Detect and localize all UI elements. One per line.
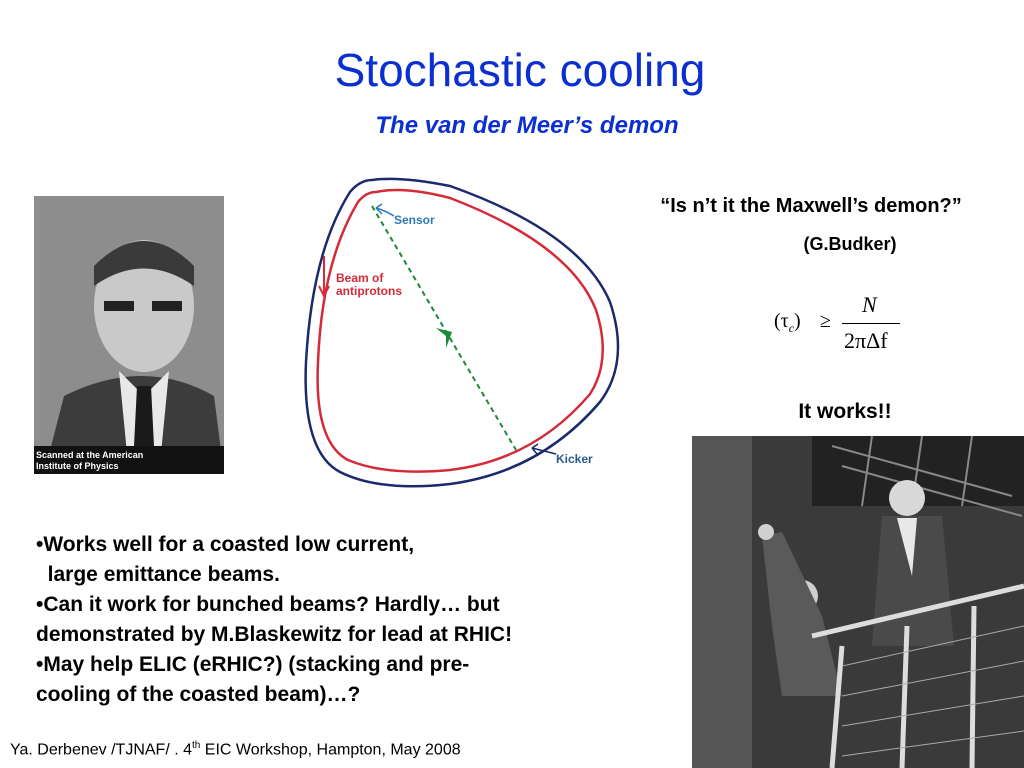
- sensor-arrow-icon: [376, 204, 394, 216]
- bullet-line: cooling of the coasted beam)…?: [36, 683, 361, 706]
- celebration-photo: [692, 436, 1024, 768]
- celebration-scene: [692, 436, 1024, 768]
- bullet-line: •Can it work for bunched beams? Hardly… but: [36, 593, 500, 616]
- it-works-caption: It works!!: [798, 400, 892, 423]
- cooling-time-formula: [770, 292, 910, 362]
- footer-credit: Ya. Derbenev /TJNAF/ . 4th EIC Workshop, Hampton, May 2008: [10, 740, 461, 759]
- fraction-bar: [842, 323, 900, 324]
- bullet-line: •Works well for a coasted low current,: [36, 533, 415, 556]
- bullet-line: •May help ELIC (eRHIC?) (stacking and pre-: [36, 653, 470, 676]
- bullet-line: demonstrated by M.Blaskewitz for lead at RHIC!: [36, 623, 513, 646]
- beam-label-line2: antiprotons: [336, 284, 402, 298]
- formula-lhs: $(\tau_c)$: [774, 310, 801, 335]
- beam-label-line1: Beam of: [336, 271, 384, 285]
- maxwell-demon-quote: “Is n’t it the Maxwell’s demon?”: [660, 195, 962, 217]
- stochastic-cooling-ring-diagram: [300, 172, 630, 502]
- kicker-label: Kicker: [556, 452, 593, 466]
- storage-ring-outline: [306, 179, 618, 486]
- portrait-silhouette: [34, 196, 224, 474]
- slide-subtitle: The van der Meer’s demon: [375, 112, 679, 139]
- bullet-list: [36, 530, 676, 710]
- formula-denominator: 2πΔf: [844, 328, 888, 353]
- bullet-line: large emittance beams.: [36, 563, 280, 586]
- signal-arrow-icon: [436, 328, 452, 348]
- formula-numerator: N: [862, 292, 877, 317]
- quote-author: (G.Budker): [803, 234, 897, 254]
- signal-path: [372, 206, 516, 450]
- sensor-label: Sensor: [394, 213, 435, 227]
- formula-relation: ≥: [820, 310, 831, 332]
- beam-orbit: [318, 190, 603, 472]
- portrait-caption: Scanned at the American Institute of Physics: [36, 450, 144, 471]
- portrait-photo: [34, 196, 224, 474]
- slide-title: Stochastic cooling: [334, 44, 706, 96]
